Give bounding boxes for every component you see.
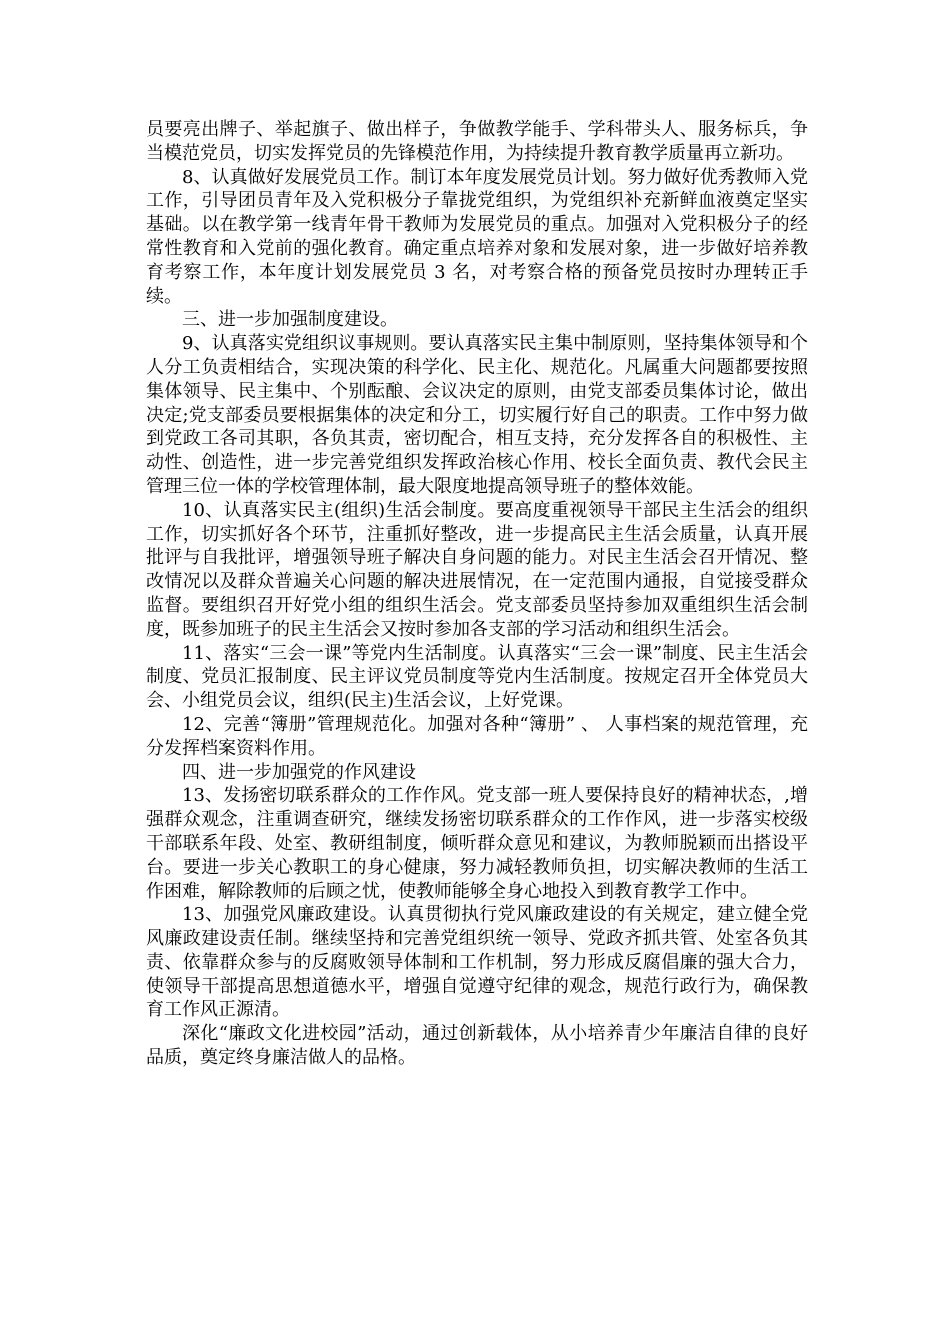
paragraph: 12、完善“簿册”管理规范化。加强对各种“簿册” 、 人事档案的规范管理，充分发挥档案资料作用。 bbox=[146, 713, 808, 759]
section-heading: 三、进一步加强制度建设。 bbox=[182, 309, 398, 331]
section-heading: 四、进一步加强党的作风建设 bbox=[182, 761, 416, 783]
paragraph: 11、落实“三会一课”等党内生活制度。认真落实“三会一课”制度、民主生活会制度、党员汇报制度、民主评议党员制度等党内生活制度。按规定召开全体党员大会、小组党员会议，组织(民主)生活会议，上好党课。 bbox=[146, 642, 808, 712]
document-body bbox=[146, 118, 808, 1070]
paragraph: 9、认真落实党组织议事规则。要认真落实民主集中制原则，坚持集体领导和个人分工负责相结合，实现决策的科学化、民主化、规范化。凡属重大问题都要按照集体领导、民主集中、个别酝酿、会议决定的原则，由党支部委员集体讨论，做出决定;党支部委员要根据集体的决定和分工，切实履行好自己的职责。工作中努力做到党政工各司其职，各负其责，密切配合，相互支持，充分发挥各自的积极性、主动性、创造性，进一步完善党组织发挥政治核心作用、校长全面负责、教代会民主管理三位一体的学校管理体制，最大限度地提高领导班子的整体效能。 bbox=[146, 333, 808, 497]
paragraph: 13、发扬密切联系群众的工作作风。党支部一班人要保持良好的精神状态，,增强群众观念，注重调查研究，继续发扬密切联系群众的工作作风，进一步落实校级干部联系年段、处室、教研组制度，倾听群众意见和建议，为教师脱颖而出搭设平台。要进一步关心教职工的身心健康，努力减轻教师负担，切实解决教师的生活工作困难，解除教师的后顾之忧，使教师能够全身心地投入到教育教学工作中。 bbox=[146, 785, 808, 902]
paragraph: 10、认真落实民主(组织)生活会制度。要高度重视领导干部民主生活会的组织工作，切实抓好各个环节，注重抓好整改，进一步提高民主生活会质量，认真开展批评与自我批评，增强领导班子解决自身问题的能力。对民主生活会召开情况、整改情况以及群众普遍关心问题的解决进展情况，在一定范围内通报，自觉接受群众监督。要组织召开好党小组的组织生活会。党支部委员坚持参加双重组织生活会制度，既参加班子的民主生活会又按时参加各支部的学习活动和组织生活会。 bbox=[146, 499, 808, 640]
paragraph: 深化“廉政文化进校园”活动，通过创新载体，从小培养青少年廉洁自律的良好品质，奠定终身廉洁做人的品格。 bbox=[146, 1023, 808, 1069]
paragraph: 13、加强党风廉政建设。认真贯彻执行党风廉政建设的有关规定，建立健全党风廉政建设责任制。继续坚持和完善党组织统一领导、党政齐抓共管、处室各负其责、依靠群众参与的反腐败领导体制和工作机制，努力形成反腐倡廉的强大合力，使领导干部提高思想道德水平，增强自觉遵守纪律的观念，规范行政行为，确保教育工作风正源清。 bbox=[146, 904, 808, 1021]
paragraph: 8、认真做好发展党员工作。制订本年度发展党员计划。努力做好优秀教师入党工作，引导团员青年及入党积极分子靠拢党组织，为党组织补充新鲜血液奠定坚实基础。以在教学第一线青年骨干教师为发展党员的重点。加强对入党积极分子的经常性教育和入党前的强化教育。确定重点培养对象和发展对象，进一步做好培养教育考察工作，本年度计划发展党员 3 名，对考察合格的预备党员按时办理转正手续。 bbox=[146, 166, 808, 307]
paragraph: 员要亮出牌子、举起旗子、做出样子，争做教学能手、学科带头人、服务标兵，争当模范党员，切实发挥党员的先锋模范作用，为持续提升教育教学质量再立新功。 bbox=[146, 119, 808, 164]
